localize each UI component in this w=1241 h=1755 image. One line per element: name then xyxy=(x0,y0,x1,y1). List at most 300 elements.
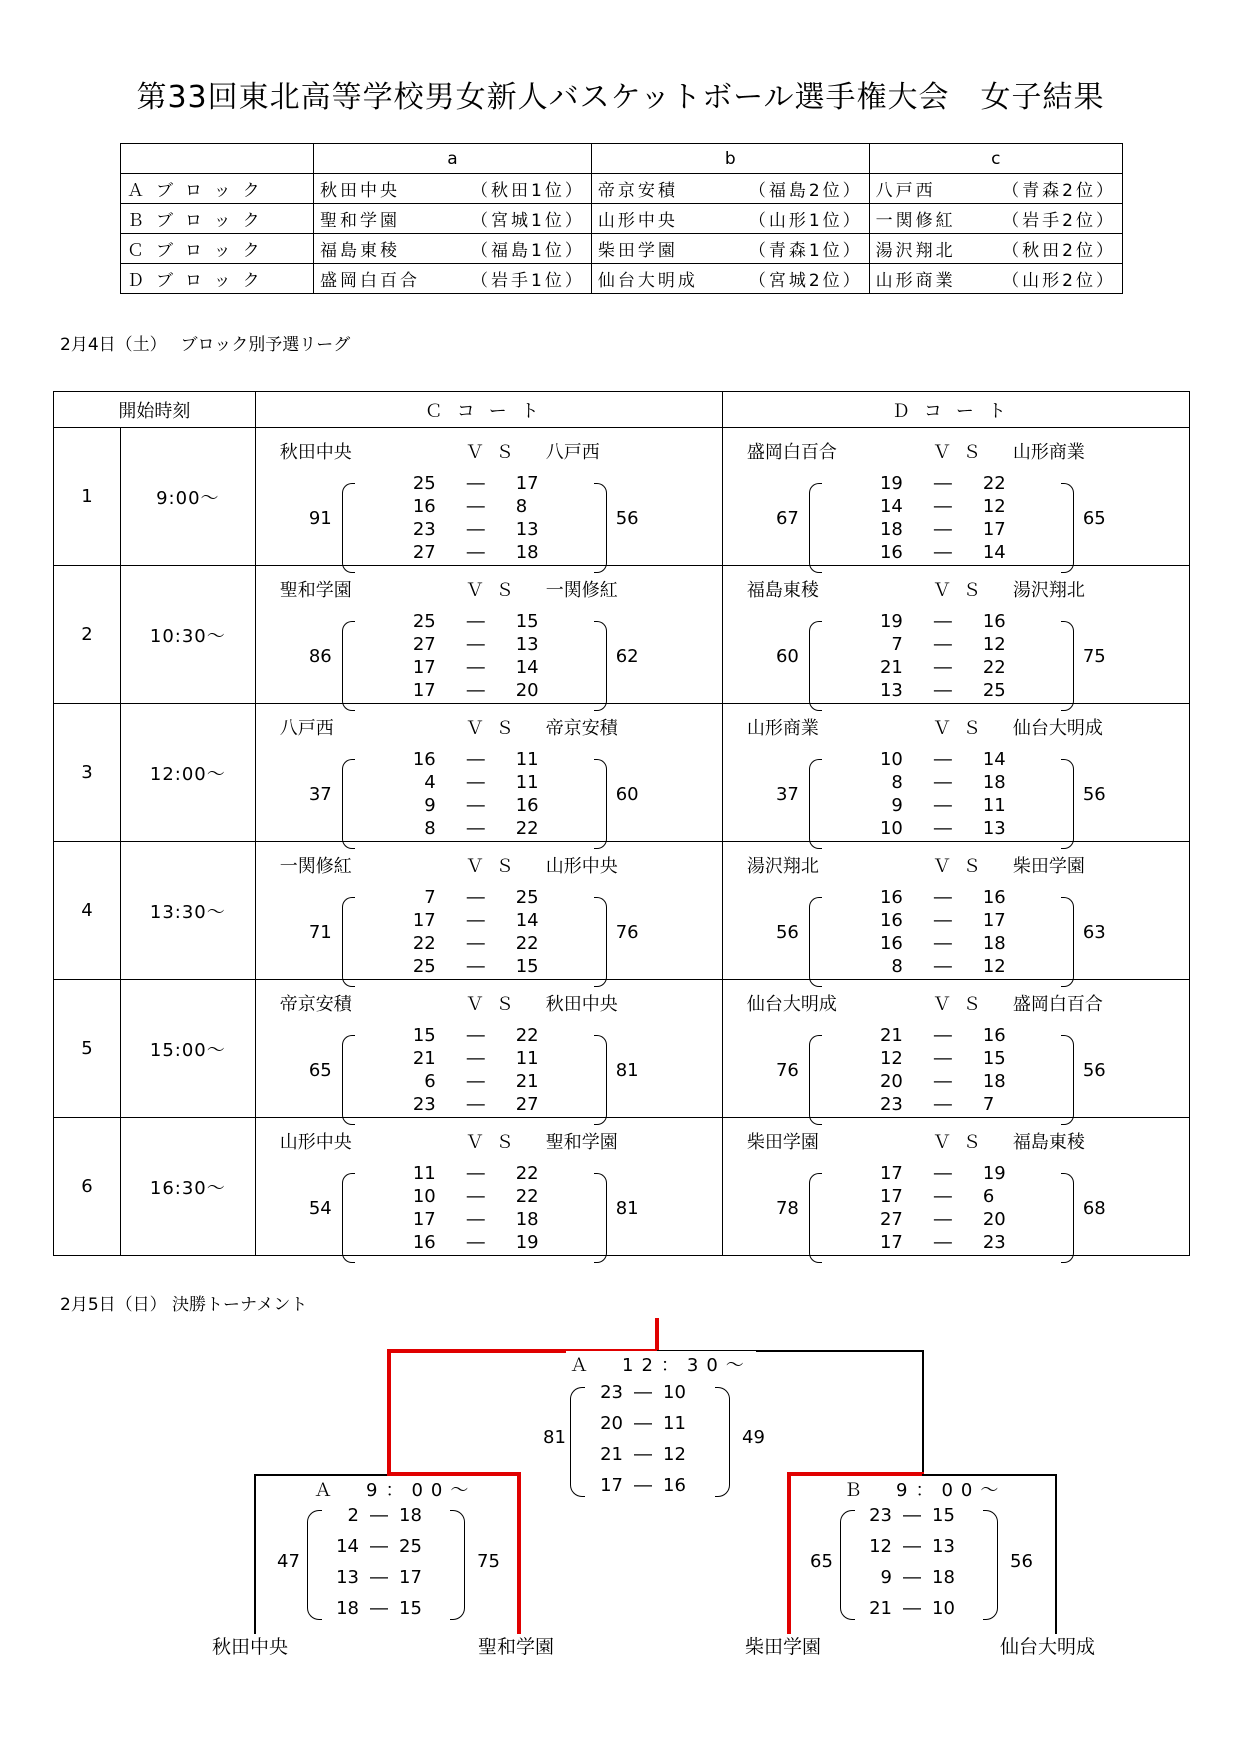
quarter-row xyxy=(853,932,1023,955)
team-a-name: 山形中央 xyxy=(279,1132,352,1153)
round-number: 6 xyxy=(54,1118,121,1256)
schedule-header-row xyxy=(54,392,1190,428)
quarter-row xyxy=(853,656,1023,679)
total-score-b: 81 xyxy=(615,1198,639,1219)
schedule-row xyxy=(54,842,1190,980)
matchup xyxy=(723,714,1189,738)
start-time: 15:00～ xyxy=(120,980,255,1118)
team-b-name: 柴田学園 xyxy=(1012,856,1085,877)
game-cell xyxy=(255,980,722,1118)
quarter-score-a: 17 xyxy=(412,680,436,701)
team-b-name: 盛岡白百合 xyxy=(1012,994,1103,1015)
page-title: 第33回東北高等学校男女新人バスケットボール選手権大会 女子結果 xyxy=(136,80,1105,115)
quarter-row xyxy=(853,1185,1023,1208)
quarter-row xyxy=(386,633,556,656)
semi1-bracket-right xyxy=(450,1510,465,1620)
prefecture-rank: （福島1位） xyxy=(471,241,585,261)
team-b-name: 帝京安積 xyxy=(545,718,618,739)
team-a-name: 柴田学園 xyxy=(746,1132,819,1153)
dash: ― xyxy=(466,496,485,517)
team-a-name: 一関修紅 xyxy=(279,856,352,877)
quarter-score-a: 17 xyxy=(879,1163,903,1184)
quarter-score-b: 20 xyxy=(982,1209,1006,1230)
block-entry xyxy=(869,204,1122,234)
school-name: 八戸西 xyxy=(875,181,936,201)
quarter-row xyxy=(386,541,556,564)
quarter-row xyxy=(386,886,556,909)
quarter-score-b: 12 xyxy=(982,634,1006,655)
quarter-score-a: 17 xyxy=(600,1475,623,1496)
dash: ― xyxy=(634,1475,652,1496)
matchup xyxy=(723,576,1189,600)
total-score-a: 76 xyxy=(775,1060,799,1081)
quarter-row xyxy=(853,1208,1023,1231)
dash: ― xyxy=(933,519,952,540)
semi1-score-right: 75 xyxy=(477,1551,500,1572)
total-score-b: 68 xyxy=(1082,1198,1106,1219)
quarter-score-a: 9 xyxy=(880,1567,892,1588)
quarter-score-b: 22 xyxy=(515,933,539,954)
total-score-b: 62 xyxy=(615,646,639,667)
game-cell xyxy=(722,704,1189,842)
school-name: 仙台大明成 xyxy=(597,271,698,291)
quarter-row xyxy=(386,771,556,794)
quarter-row xyxy=(386,932,556,955)
dash: ― xyxy=(933,496,952,517)
quarter-row xyxy=(853,955,1023,978)
quarter-row xyxy=(853,541,1023,564)
dash: ― xyxy=(466,657,485,678)
score-bracket-left xyxy=(342,621,355,711)
quarter-score-b: 18 xyxy=(515,542,539,563)
block-entry xyxy=(314,204,592,234)
dash: ― xyxy=(933,657,952,678)
round-number: 5 xyxy=(54,980,121,1118)
team-a-name: 仙台大明成 xyxy=(746,994,837,1015)
quarter-row xyxy=(386,1024,556,1047)
dash: ― xyxy=(903,1598,921,1619)
quarter-score-a: 19 xyxy=(879,611,903,632)
block-entry xyxy=(591,204,869,234)
block-entry xyxy=(591,174,869,204)
quarter-score-b: 11 xyxy=(515,772,539,793)
game-cell xyxy=(722,1118,1189,1256)
quarter-row xyxy=(386,1093,556,1116)
quarter-score-b: 15 xyxy=(982,1048,1006,1069)
dash: ― xyxy=(466,634,485,655)
quarter-row xyxy=(853,771,1023,794)
matchup xyxy=(723,990,1189,1014)
quarter-row xyxy=(386,1162,556,1185)
score-bracket-left xyxy=(342,897,355,987)
quarter-score-a: 10 xyxy=(412,1186,436,1207)
school-name: 帝京安積 xyxy=(597,181,678,201)
block-entry xyxy=(869,264,1122,294)
quarter-row xyxy=(852,1562,972,1593)
quarter-row xyxy=(386,1208,556,1231)
dash: ― xyxy=(370,1505,388,1526)
quarter-score-a: 10 xyxy=(879,749,903,770)
schedule-row xyxy=(54,704,1190,842)
block-entry xyxy=(314,264,592,294)
quarter-score-b: 13 xyxy=(932,1536,955,1557)
school-name: 聖和学園 xyxy=(320,211,400,231)
quarter-scores xyxy=(386,1024,556,1116)
quarter-score-b: 20 xyxy=(515,680,539,701)
quarter-score-b: 16 xyxy=(515,795,539,816)
quarter-score-b: 15 xyxy=(399,1598,422,1619)
block-entry xyxy=(869,234,1122,264)
block-header-row xyxy=(121,144,1123,174)
dash: ― xyxy=(466,910,485,931)
quarter-row xyxy=(386,817,556,840)
quarter-row xyxy=(386,1185,556,1208)
dash: ― xyxy=(466,680,485,701)
quarter-score-a: 18 xyxy=(336,1598,359,1619)
round-number: 1 xyxy=(54,428,121,566)
quarter-score-b: 25 xyxy=(515,887,539,908)
quarter-score-a: 18 xyxy=(879,519,903,540)
quarter-score-a: 21 xyxy=(600,1444,623,1465)
quarter-row xyxy=(386,909,556,932)
matchup xyxy=(256,852,722,876)
semi1-label: Ａ 9：00～ xyxy=(310,1476,480,1502)
total-score-b: 56 xyxy=(1082,784,1106,805)
total-score-a: 71 xyxy=(308,922,332,943)
vs-label: ＶＳ xyxy=(932,580,993,601)
quarter-score-a: 16 xyxy=(879,887,903,908)
dash: ― xyxy=(370,1598,388,1619)
game-cell xyxy=(722,980,1189,1118)
total-score-b: 75 xyxy=(1082,646,1106,667)
schedule-row xyxy=(54,566,1190,704)
dash: ― xyxy=(466,956,485,977)
school-name: 一関修紅 xyxy=(875,211,956,231)
team-a-name: 秋田中央 xyxy=(279,442,352,463)
quarter-score-b: 19 xyxy=(515,1232,539,1253)
quarter-row xyxy=(583,1470,703,1501)
score-bracket-left xyxy=(342,759,355,849)
dash: ― xyxy=(903,1505,921,1526)
quarter-score-a: 25 xyxy=(412,956,436,977)
quarter-score-b: 16 xyxy=(982,1025,1006,1046)
school-name: 柴田学園 xyxy=(597,241,678,261)
dash: ― xyxy=(466,749,485,770)
quarter-scores xyxy=(386,1162,556,1254)
quarter-score-a: 22 xyxy=(412,933,436,954)
quarter-score-b: 17 xyxy=(982,910,1006,931)
score-bracket-left xyxy=(809,1035,822,1125)
total-score-a: 67 xyxy=(775,508,799,529)
score-bracket-right xyxy=(594,483,607,573)
score-bracket-right xyxy=(594,621,607,711)
quarter-score-b: 6 xyxy=(982,1186,995,1207)
quarter-score-b: 15 xyxy=(515,611,539,632)
quarter-row xyxy=(386,656,556,679)
block-entry xyxy=(314,174,592,204)
quarter-score-b: 13 xyxy=(982,818,1006,839)
quarter-score-a: 21 xyxy=(879,657,903,678)
block-label: Ｃブロック xyxy=(121,234,314,264)
quarter-row xyxy=(319,1562,439,1593)
block-header-corner xyxy=(121,144,314,174)
final-score-left: 81 xyxy=(543,1427,566,1448)
team-b-name: 山形中央 xyxy=(545,856,618,877)
quarter-score-b: 27 xyxy=(515,1094,539,1115)
quarter-score-a: 7 xyxy=(424,887,436,908)
vs-label: ＶＳ xyxy=(465,442,526,463)
team-sendai-dai-meisei: 仙台大明成 xyxy=(1000,1636,1096,1658)
school-name: 山形商業 xyxy=(875,271,956,291)
quarter-score-b: 17 xyxy=(399,1567,422,1588)
start-time: 9:00～ xyxy=(120,428,255,566)
prefecture-rank: （青森2位） xyxy=(1002,181,1116,201)
quarter-score-a: 8 xyxy=(891,956,903,977)
dash: ― xyxy=(466,1186,485,1207)
total-score-a: 56 xyxy=(775,922,799,943)
team-b-name: 八戸西 xyxy=(545,442,600,463)
quarter-row xyxy=(386,955,556,978)
quarter-row xyxy=(386,518,556,541)
vs-label: ＶＳ xyxy=(932,442,993,463)
quarter-row xyxy=(386,1231,556,1254)
quarter-score-b: 18 xyxy=(932,1567,955,1588)
vs-label: ＶＳ xyxy=(932,1132,993,1153)
semi2-score-right: 56 xyxy=(1010,1551,1033,1572)
quarter-score-b: 11 xyxy=(515,749,539,770)
game-cell xyxy=(722,566,1189,704)
quarter-row xyxy=(386,1070,556,1093)
quarter-score-a: 17 xyxy=(412,1209,436,1230)
quarter-score-b: 16 xyxy=(982,611,1006,632)
game-cell xyxy=(722,842,1189,980)
score-bracket-left xyxy=(342,1035,355,1125)
team-b-name: 山形商業 xyxy=(1012,442,1085,463)
total-score-b: 65 xyxy=(1082,508,1106,529)
game-cell xyxy=(255,842,722,980)
quarter-score-b: 22 xyxy=(515,818,539,839)
prefecture-rank: （秋田2位） xyxy=(1002,241,1116,261)
quarter-row xyxy=(853,1047,1023,1070)
semi2-left-leg xyxy=(787,1472,791,1634)
quarter-score-b: 18 xyxy=(399,1505,422,1526)
school-name: 山形中央 xyxy=(597,211,678,231)
quarter-score-a: 23 xyxy=(879,1094,903,1115)
quarter-score-a: 16 xyxy=(412,1232,436,1253)
quarter-score-a: 17 xyxy=(412,657,436,678)
dash: ― xyxy=(933,933,952,954)
total-score-a: 86 xyxy=(308,646,332,667)
vs-label: ＶＳ xyxy=(932,718,993,739)
quarter-scores xyxy=(853,748,1023,840)
game-cell xyxy=(255,566,722,704)
dash: ― xyxy=(466,772,485,793)
schedule-row xyxy=(54,1118,1190,1256)
quarter-row xyxy=(853,610,1023,633)
dash: ― xyxy=(933,1209,952,1230)
team-b-name: 聖和学園 xyxy=(545,1132,618,1153)
dash: ― xyxy=(933,611,952,632)
team-a-name: 山形商業 xyxy=(746,718,819,739)
schedule-table xyxy=(53,391,1190,1256)
block-header-c: c xyxy=(869,144,1122,174)
score-bracket-left xyxy=(809,621,822,711)
vs-label: ＶＳ xyxy=(932,994,993,1015)
final-label: Ａ 12：30～ xyxy=(566,1351,756,1377)
quarter-score-a: 16 xyxy=(412,496,436,517)
col-start-time: 開始時刻 xyxy=(54,392,256,428)
quarter-row xyxy=(853,679,1023,702)
team-b-name: 湯沢翔北 xyxy=(1012,580,1085,601)
quarter-score-b: 25 xyxy=(982,680,1006,701)
matchup xyxy=(256,1128,722,1152)
dash: ― xyxy=(933,1094,952,1115)
dash: ― xyxy=(466,1209,485,1230)
score-bracket-left xyxy=(809,1173,822,1263)
quarter-score-b: 12 xyxy=(982,496,1006,517)
dash: ― xyxy=(466,611,485,632)
quarter-row xyxy=(583,1377,703,1408)
total-score-b: 63 xyxy=(1082,922,1106,943)
quarter-row xyxy=(386,748,556,771)
quarter-score-a: 25 xyxy=(412,473,436,494)
total-score-b: 81 xyxy=(615,1060,639,1081)
vs-label: ＶＳ xyxy=(465,1132,526,1153)
total-score-b: 56 xyxy=(1082,1060,1106,1081)
quarter-score-b: 11 xyxy=(982,795,1006,816)
total-score-a: 65 xyxy=(308,1060,332,1081)
quarter-score-a: 20 xyxy=(879,1071,903,1092)
quarter-score-a: 25 xyxy=(412,611,436,632)
quarter-score-b: 10 xyxy=(932,1598,955,1619)
total-score-a: 37 xyxy=(775,784,799,805)
block-row xyxy=(121,264,1123,294)
dash: ― xyxy=(933,1163,952,1184)
round-number: 2 xyxy=(54,566,121,704)
prefecture-rank: （宮城1位） xyxy=(471,211,585,231)
school-name: 秋田中央 xyxy=(320,181,400,201)
quarter-score-b: 23 xyxy=(982,1232,1006,1253)
school-name: 福島東稜 xyxy=(320,241,400,261)
semi2-label: Ｂ 9：00～ xyxy=(840,1476,1010,1502)
block-entry xyxy=(591,234,869,264)
quarter-score-a: 2 xyxy=(347,1505,359,1526)
dash: ― xyxy=(933,887,952,908)
team-seiwa-gakuen: 聖和学園 xyxy=(478,1636,555,1658)
quarter-score-a: 16 xyxy=(412,749,436,770)
semi1-right-leg xyxy=(517,1472,521,1634)
quarter-row xyxy=(386,495,556,518)
dash: ― xyxy=(933,749,952,770)
quarter-row xyxy=(853,495,1023,518)
dash: ― xyxy=(903,1536,921,1557)
game-cell xyxy=(722,428,1189,566)
dash: ― xyxy=(466,1025,485,1046)
quarter-row xyxy=(852,1593,972,1624)
quarter-row xyxy=(852,1500,972,1531)
score-bracket-right xyxy=(1061,1173,1074,1263)
quarter-row xyxy=(853,794,1023,817)
dash: ― xyxy=(933,1071,952,1092)
quarter-row xyxy=(853,1093,1023,1116)
block-row xyxy=(121,204,1123,234)
quarter-score-a: 21 xyxy=(412,1048,436,1069)
quarter-row xyxy=(853,1231,1023,1254)
quarter-score-a: 12 xyxy=(879,1048,903,1069)
quarter-row xyxy=(319,1531,439,1562)
prefecture-rank: （宮城2位） xyxy=(748,271,863,291)
total-score-b: 60 xyxy=(615,784,639,805)
quarter-row xyxy=(386,679,556,702)
team-akita-chuo: 秋田中央 xyxy=(212,1636,289,1658)
quarter-score-b: 18 xyxy=(982,933,1006,954)
dash: ― xyxy=(634,1413,652,1434)
dash: ― xyxy=(933,680,952,701)
score-bracket-right xyxy=(594,759,607,849)
quarter-row xyxy=(853,633,1023,656)
block-entry xyxy=(591,264,869,294)
quarter-scores xyxy=(853,610,1023,702)
quarter-score-a: 16 xyxy=(879,910,903,931)
score-bracket-right xyxy=(1061,1035,1074,1125)
prefecture-rank: （山形1位） xyxy=(748,211,863,231)
dash: ― xyxy=(933,1186,952,1207)
quarter-score-b: 14 xyxy=(982,542,1006,563)
quarter-row xyxy=(853,1162,1023,1185)
quarter-score-b: 15 xyxy=(515,956,539,977)
quarter-score-b: 13 xyxy=(515,519,539,540)
quarter-row xyxy=(319,1500,439,1531)
quarter-row xyxy=(853,1070,1023,1093)
dash: ― xyxy=(466,542,485,563)
quarter-score-b: 16 xyxy=(663,1475,686,1496)
quarter-score-a: 27 xyxy=(412,634,436,655)
col-c-court: Ｃコート xyxy=(255,392,722,428)
dash: ― xyxy=(466,887,485,908)
quarter-score-b: 22 xyxy=(982,657,1006,678)
semi2-quarters xyxy=(852,1500,972,1624)
quarter-row xyxy=(853,518,1023,541)
quarter-score-b: 17 xyxy=(515,473,539,494)
team-b-name: 秋田中央 xyxy=(545,994,618,1015)
start-time: 12:00～ xyxy=(120,704,255,842)
dash: ― xyxy=(933,772,952,793)
start-time: 13:30～ xyxy=(120,842,255,980)
quarter-score-b: 14 xyxy=(515,657,539,678)
quarter-score-b: 11 xyxy=(515,1048,539,1069)
quarter-score-a: 23 xyxy=(600,1382,623,1403)
quarter-score-b: 25 xyxy=(399,1536,422,1557)
game-cell xyxy=(255,1118,722,1256)
quarter-row xyxy=(319,1593,439,1624)
semi2-bracket-right xyxy=(983,1510,998,1620)
semi2-score-left: 65 xyxy=(810,1551,833,1572)
school-name: 湯沢翔北 xyxy=(875,241,956,261)
quarter-score-a: 12 xyxy=(869,1536,892,1557)
team-b-name: 仙台大明成 xyxy=(1012,718,1103,739)
score-bracket-left xyxy=(809,897,822,987)
semi1-score-left: 47 xyxy=(277,1551,300,1572)
quarter-score-b: 22 xyxy=(515,1186,539,1207)
vs-label: ＶＳ xyxy=(465,718,526,739)
dash: ― xyxy=(466,473,485,494)
quarter-score-b: 22 xyxy=(515,1025,539,1046)
round-number: 4 xyxy=(54,842,121,980)
quarter-score-b: 8 xyxy=(515,496,528,517)
quarter-score-a: 21 xyxy=(869,1598,892,1619)
dash: ― xyxy=(933,1232,952,1253)
quarter-score-b: 13 xyxy=(515,634,539,655)
